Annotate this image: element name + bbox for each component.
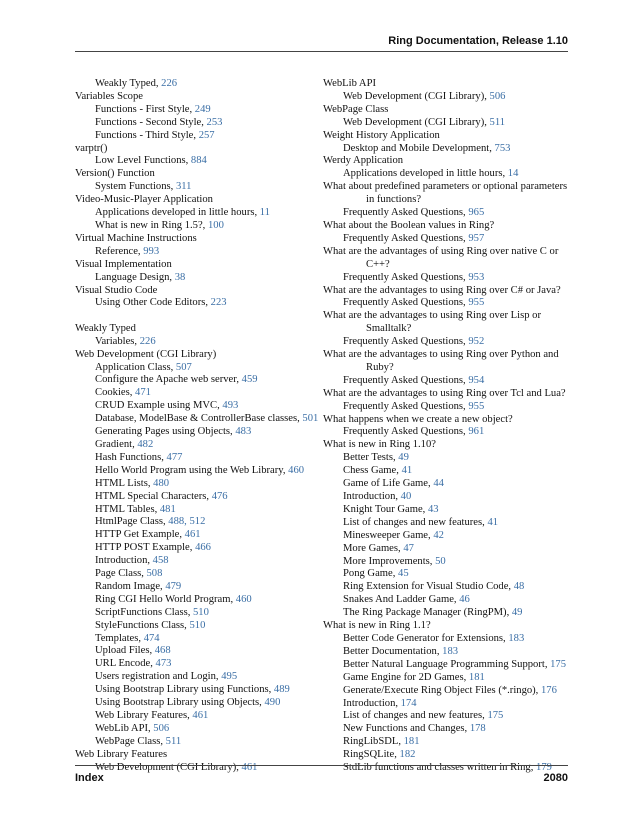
page-link[interactable]: 40 [400,491,412,502]
page-link[interactable]: 460 [235,593,252,605]
page-link[interactable]: 311 [175,181,192,193]
index-subentry [323,736,568,749]
index-subentry [75,104,315,117]
index-subentry [323,401,568,414]
entry-text: Language Design, [95,271,175,283]
index-subentry [75,426,315,439]
page-link[interactable]: 461 [241,761,258,773]
entry-text: Low Level Functions, [95,155,191,167]
entry-text: Functions - Second Style, [95,116,207,128]
index-subentry [75,439,315,452]
entry-text: HTML Tables, [95,503,160,515]
entry-text: HTTP POST Example, [95,542,196,554]
entry-text: Better Documentation, [343,645,443,657]
entry-text: Snakes And Ladder Game, [343,594,460,606]
index-subentry [75,516,315,529]
page-link[interactable]: 510 [189,619,206,631]
page-footer [75,765,568,788]
index-subentry [75,336,315,349]
page-link[interactable]: 50 [435,555,446,567]
index-subentry [323,543,568,556]
index-subentry [323,143,568,156]
page-link[interactable]: 226 [161,78,178,89]
page-link[interactable]: 884 [190,155,207,167]
entry-text: StyleFunctions Class, [95,619,190,631]
page-link[interactable]: 957 [468,232,485,244]
page-link[interactable]: 511 [489,116,506,128]
entry-text: in functions? [366,194,422,206]
page-link[interactable]: 461 [184,529,201,541]
index-subentry [75,374,315,387]
page-link[interactable]: 176 [540,684,557,696]
page-link[interactable]: 38 [174,271,186,283]
index-term-continuation [323,323,568,336]
index-subentry [323,723,568,736]
entry-text: Desktop and Mobile Development, [343,142,495,154]
index-term [323,285,568,298]
entry-text: Upload Files, [95,645,155,657]
index-subentry [323,698,568,711]
page-link[interactable]: 49 [398,452,409,464]
entry-text: Database, ModelBase & ControllerBase classes, [95,413,303,425]
page-link[interactable]: 490 [264,697,281,709]
index-subentry [75,400,315,413]
entry-text: Pong Game, [343,568,399,580]
page-link[interactable]: 483 [235,426,252,438]
entry-text: What is new in Ring 1.5?, [95,219,208,231]
index-subentry [323,594,568,607]
index-term [75,323,315,336]
entry-text: Web Development (CGI Library), [343,116,490,128]
index-term [75,143,315,156]
page-link[interactable]: 226 [139,335,156,347]
index-term [323,246,568,259]
entry-text: Generating Pages using Objects, [95,426,236,438]
page-link[interactable]: 471 [135,387,151,399]
entry-text: Game of Life Game, [343,478,434,490]
entry-text: HTML Special Characters, [95,490,212,502]
index-term [75,233,315,246]
entry-text: Weakly Typed, [95,78,162,89]
page-link[interactable]: 461 [192,710,209,721]
page-link[interactable]: 223 [210,297,227,309]
entry-text: Game Engine for 2D Games, [343,671,469,683]
index-subentry [323,556,568,569]
index-subentry [75,607,315,620]
page-link[interactable]: 488, 512 [168,516,206,528]
page-link[interactable]: 507 [175,361,192,373]
index-term [323,439,568,452]
entry-text: WebLib API [323,78,376,89]
index-term-continuation [323,194,568,207]
index-term [323,78,568,91]
index-subentry [75,633,315,646]
entry-text: What is new in Ring 1.10? [323,439,436,451]
entry-text: What happens when we create a new object? [323,413,513,425]
page-link[interactable]: 183 [442,645,459,657]
index-subentry [323,478,568,491]
entry-text: Applications developed in little hours, [343,168,508,180]
entry-text: Ring CGI Hello World Program, [95,593,236,605]
entry-text: Frequently Asked Questions, [343,426,469,438]
page-link[interactable]: 42 [433,529,444,541]
entry-text: What are the advantages to using Ring over Lisp or [323,310,541,322]
index-subentry [323,233,568,246]
entry-text: Web Development (CGI Library), [95,761,242,773]
entry-text: Web Library Features [75,748,168,760]
page-link[interactable]: 41 [487,516,499,528]
entry-text: HTTP Get Example, [95,529,185,541]
entry-text: Chess Game, [343,465,402,477]
entry-text: Visual Studio Code [75,284,158,296]
page-link[interactable]: 14 [507,168,519,180]
entry-text: System Functions, [95,181,176,193]
index-subentry [75,504,315,517]
entry-text: Cookies, [95,387,136,399]
entry-text: Frequently Asked Questions, [343,271,469,283]
page-link[interactable]: 473 [155,658,172,670]
index-subentry [323,581,568,594]
entry-text: Visual Implementation [75,258,172,270]
page-link[interactable]: 510 [193,606,209,618]
entry-text: HTML Lists, [95,477,154,489]
index-subentry [75,658,315,671]
index-subentry [323,375,568,388]
entry-text: What is new in Ring 1.1? [323,620,431,632]
page-link[interactable]: 45 [398,568,409,580]
index-subentry [75,620,315,633]
index-subentry [323,607,568,620]
page-link[interactable]: 183 [508,632,525,644]
entry-text: Variables Scope [75,90,143,102]
page-link[interactable]: 993 [143,245,160,257]
entry-text: More Improvements, [343,555,436,567]
entry-text: Application Class, [95,361,176,373]
page-number: 2080 [543,772,568,784]
index-subentry [323,646,568,659]
entry-text: What about the Boolean values in Ring? [323,219,495,231]
index-subentry [323,272,568,285]
entry-text: Web Development (CGI Library), [343,90,490,102]
entry-text: Frequently Asked Questions, [343,297,469,309]
page-link[interactable]: 48 [513,581,525,593]
entry-text: Random Image, [95,580,166,592]
page-link[interactable]: 458 [152,555,169,567]
entry-text: List of changes and new features, [343,516,488,528]
page-link[interactable]: 953 [468,271,485,283]
entry-text: Functions - Third Style, [95,129,199,141]
page-link[interactable]: 501 [302,413,319,425]
page-link[interactable]: 253 [206,116,223,128]
index-subentry [323,568,568,581]
page-link[interactable]: 955 [468,297,485,309]
index-subentry [75,362,315,375]
entry-text: Configure the Apache web server, [95,374,242,386]
index-subentry [323,168,568,181]
page-link[interactable]: 508 [146,568,163,580]
entry-text: What are the advantages to using Ring over Python and [323,349,559,361]
entry-text: Web Development (CGI Library) [75,348,217,360]
entry-text: Smalltalk? [366,323,412,335]
page-link[interactable]: 459 [241,374,258,386]
entry-text: Werdy Application [323,155,404,167]
page-link[interactable]: 476 [211,490,228,502]
page-link[interactable]: 46 [459,594,470,606]
entry-text: WebLib API, [95,722,154,734]
entry-text: Variables, [95,335,140,347]
entry-text: Page Class, [95,568,147,580]
index-term [75,259,315,272]
entry-text: What are the advantages of using Ring over native C or [323,245,559,257]
page-link[interactable]: 474 [143,632,160,644]
entry-text: RingLibSDL, [343,736,404,748]
index-subentry [75,272,315,285]
page-link[interactable]: 482 [137,438,154,450]
page-link[interactable]: 466 [195,542,211,554]
page-link[interactable]: 174 [400,697,417,709]
index-subentry [323,297,568,310]
page-link[interactable]: 511 [165,735,182,747]
index-subentry [75,452,315,465]
entry-text: URL Encode, [95,658,156,670]
page-link[interactable]: 489 [273,684,290,696]
index-subentry [75,645,315,658]
entry-text: RingSQLite, [343,749,400,761]
index-subentry [75,246,315,259]
entry-text: Weight History Application [323,129,440,141]
page-link[interactable]: 175 [550,658,567,670]
entry-text: WebPage Class, [95,735,166,747]
page-link[interactable]: 460 [288,464,305,476]
page-link[interactable]: 479 [165,580,182,592]
entry-text: Video-Music-Player Application [75,194,213,206]
page-link[interactable]: 49 [511,607,523,619]
page-link[interactable]: 43 [427,503,439,515]
page-link[interactable]: 178 [469,723,486,735]
index-subentry [323,452,568,465]
entry-text: Users registration and Login, [95,671,222,683]
page-link[interactable]: 182 [399,749,416,761]
index-term [323,414,568,427]
entry-text: Introduction, [343,491,401,502]
index-subentry [323,491,568,504]
index-term [75,285,315,298]
entry-text: ScriptFunctions Class, [95,606,193,618]
index-subentry [323,504,568,517]
index-subentry [75,723,315,736]
entry-text: New Functions and Changes, [343,723,470,735]
entry-text: Using Bootstrap Library using Functions, [95,684,274,696]
page-link[interactable]: 477 [166,451,183,463]
index-subentry [323,530,568,543]
page-link[interactable]: 965 [468,207,485,219]
index-subentry [75,207,315,220]
index-term [323,130,568,143]
entry-text: HtmlPage Class, [95,516,169,528]
index-subentry [75,78,315,91]
entry-text: Hello World Program using the Web Library, [95,464,289,476]
index-column-left [75,78,319,775]
page-link[interactable]: 955 [468,400,485,412]
index-term [323,349,568,362]
index-subentry [323,633,568,646]
section-name: Index [75,772,104,784]
index-subentry [323,659,568,672]
index-subentry [75,155,315,168]
entry-text: Templates, [95,632,144,644]
index-subentry [323,117,568,130]
index-subentry [75,181,315,194]
entry-text: Introduction, [343,697,401,709]
entry-text: Introduction, [95,555,153,567]
index-subentry [75,555,315,568]
page-link[interactable]: 41 [401,465,413,477]
entry-text: Applications developed in little hours, [95,207,260,219]
index-term [75,749,315,762]
entry-text: Reference, [95,245,144,257]
entry-text: Version() Function [75,168,155,180]
entry-text: Frequently Asked Questions, [343,207,469,219]
index-subentry [75,529,315,542]
index-subentry [323,91,568,104]
page-header [75,27,568,52]
entry-text: Web Library Features, [95,710,193,721]
entry-text: What are the advantages to using Ring over Tcl and Lua? [323,387,566,399]
page-link[interactable]: 952 [468,336,485,348]
entry-text: What are the advantages to using Ring over C# or Java? [323,284,561,296]
entry-text: Generate/Execute Ring Object Files (*.ringo), [343,684,541,696]
entry-text: Frequently Asked Questions, [343,374,469,386]
index-subentry [75,581,315,594]
index-subentry [323,465,568,478]
entry-text: Using Bootstrap Library using Objects, [95,697,265,709]
page-link[interactable]: 480 [153,477,170,489]
index-term-continuation [323,259,568,272]
page-link[interactable]: 961 [468,426,485,438]
document-title: Ring Documentation, Release 1.10 [388,35,568,47]
index-term [323,220,568,233]
index-term [323,155,568,168]
index-subentry [75,465,315,478]
index-term-continuation [323,362,568,375]
index-subentry [75,491,315,504]
page-link[interactable]: 47 [403,542,414,554]
index-term [75,168,315,181]
entry-text: WebPage Class [323,103,389,115]
page-link[interactable]: 493 [222,400,239,412]
index-subentry [75,130,315,143]
index-subentry [75,117,315,130]
entry-text: Functions - First Style, [95,103,195,115]
entry-text: Gradient, [95,438,138,450]
page-link[interactable]: 179 [536,762,552,774]
entry-text: Weakly Typed [75,322,136,334]
index-subentry [75,297,315,310]
page-link[interactable]: 181 [468,671,485,683]
index-term [323,181,568,194]
page-link[interactable]: 11 [259,207,270,219]
entry-text: StdLib functions and classes written in Ring, [343,762,537,774]
entry-text: Frequently Asked Questions, [343,336,469,348]
entry-text: CRUD Example using MVC, [95,400,223,412]
index-subentry [75,736,315,749]
index-subentry [75,220,315,233]
index-subentry [75,542,315,555]
index-term [75,91,315,104]
entry-text: Better Natural Language Programming Support, [343,658,551,670]
index-subentry [75,671,315,684]
index-subentry [323,207,568,220]
index-subentry [323,685,568,698]
index-term [323,620,568,633]
index-subentry [323,710,568,723]
index-term [75,349,315,362]
index-term [75,194,315,207]
page-link[interactable]: 495 [221,671,238,683]
index-subentry [75,710,315,723]
page-link[interactable]: 468 [154,645,171,657]
index-subentry [75,568,315,581]
page-link[interactable]: 753 [494,142,511,154]
index-subentry [323,749,568,762]
entry-text: Minesweeper Game, [343,529,434,541]
index-subentry [75,697,315,710]
entry-text: What about predefined parameters or optional parameters [323,181,568,193]
index-subentry [323,426,568,439]
page-link[interactable]: 506 [489,90,506,102]
entry-text: varptr() [75,142,108,154]
index-term [323,310,568,323]
index-subentry [323,672,568,685]
entry-text: More Games, [343,542,404,554]
entry-text: Better Code Generator for Extensions, [343,632,509,644]
page-link[interactable]: 257 [198,129,215,141]
entry-text: The Ring Package Manager (RingPM), [343,607,512,619]
page-link[interactable]: 249 [194,103,211,115]
entry-text: List of changes and new features, [343,710,488,722]
index-column-right [323,78,568,775]
entry-text: Frequently Asked Questions, [343,232,469,244]
entry-text: Ruby? [366,361,394,373]
index-subentry [75,594,315,607]
entry-text: C++? [366,258,390,270]
page-link[interactable]: 100 [207,219,224,231]
entry-text: Using Other Code Editors, [95,297,211,309]
page-link[interactable]: 44 [433,478,444,490]
index-subentry [75,387,315,400]
index-term [323,388,568,401]
index-subentry [75,684,315,697]
page-link[interactable]: 175 [487,710,504,722]
index-subentry [323,517,568,530]
entry-text: Knight Tour Game, [343,503,428,515]
index-subentry [323,336,568,349]
index-subentry [75,478,315,491]
entry-text: Virtual Machine Instructions [75,232,197,244]
entry-text: Better Tests, [343,452,399,464]
index-subentry [75,413,319,426]
page-link[interactable]: 181 [403,736,420,748]
page-link[interactable]: 481 [159,503,176,515]
entry-text: Frequently Asked Questions, [343,400,469,412]
entry-text: Ring Extension for Visual Studio Code, [343,581,514,593]
entry-text: Hash Functions, [95,451,167,463]
page-link[interactable]: 954 [468,374,485,386]
page-link[interactable]: 506 [153,722,170,734]
index-term [323,104,568,117]
